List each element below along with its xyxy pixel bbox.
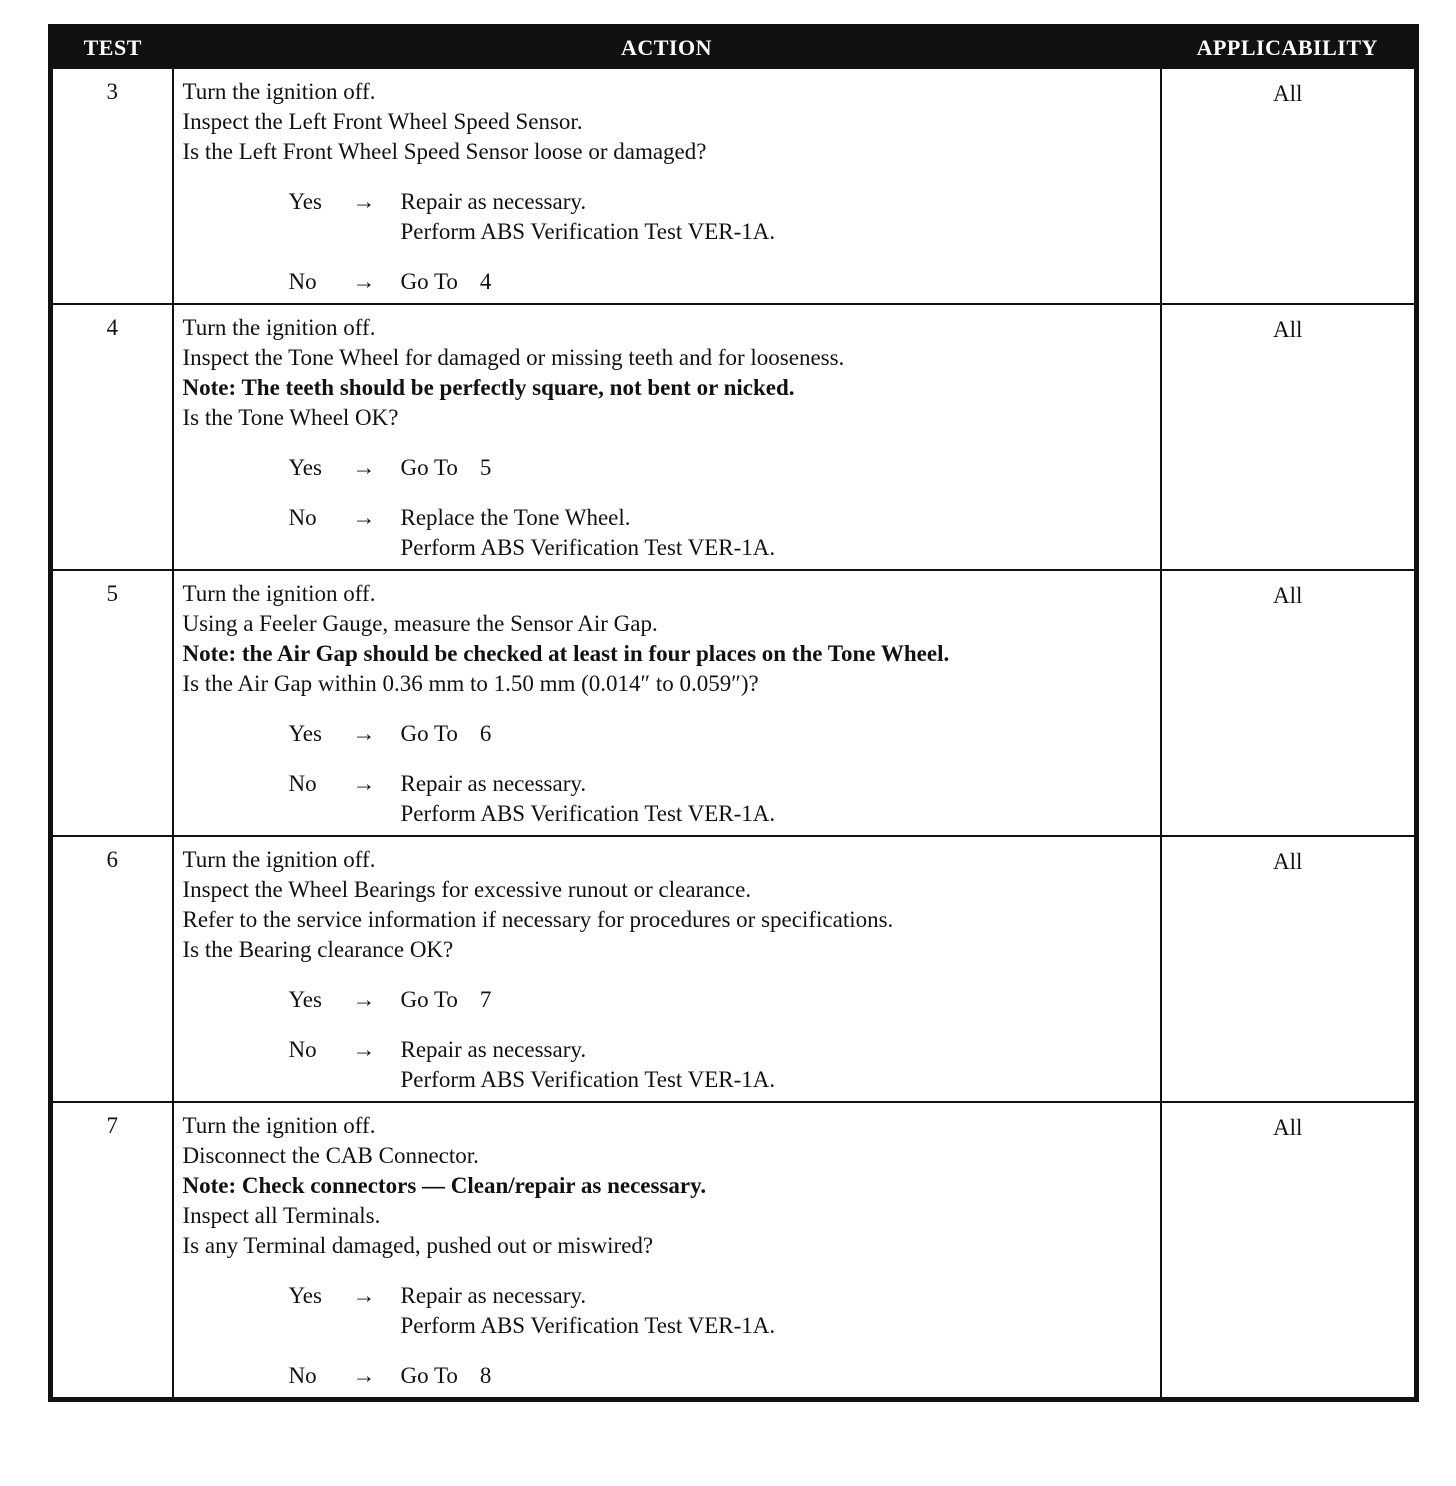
instruction-line: Refer to the service information if necessary for procedures or specifications.	[182, 907, 894, 932]
result-yes	[289, 719, 1152, 749]
arrow-icon: →	[352, 189, 376, 214]
note-line: Note: The teeth should be perfectly square, not bent or nicked.	[182, 375, 795, 400]
applicability-value: All	[1161, 304, 1417, 570]
instruction-line: Turn the ignition off.	[182, 581, 376, 606]
arrow-icon: →	[352, 721, 376, 746]
applicability-value: All	[1161, 68, 1417, 304]
note-line: Note: the Air Gap should be checked at least in four places on the Tone Wheel.	[182, 641, 950, 666]
result-no	[289, 1035, 1152, 1095]
instruction-line: Is the Tone Wheel OK?	[182, 405, 399, 430]
test-number: 7	[51, 1102, 173, 1400]
instruction-line: Inspect all Terminals.	[182, 1203, 381, 1228]
test-number: 3	[51, 68, 173, 304]
result-label: Yes	[288, 721, 322, 746]
result-actions	[401, 453, 1152, 483]
result-no	[289, 503, 1152, 563]
goto-label: Go To	[400, 1363, 458, 1388]
result-list	[183, 453, 1152, 563]
instruction-line: Inspect the Left Front Wheel Speed Sensor.	[182, 109, 583, 134]
goto-step: 4	[479, 269, 492, 294]
instruction-line: Is the Left Front Wheel Speed Sensor loose or damaged?	[182, 139, 707, 164]
instruction-line: Turn the ignition off.	[182, 79, 376, 104]
result-label: No	[288, 505, 317, 530]
result-list	[183, 719, 1152, 829]
result-label: No	[288, 1363, 317, 1388]
result-list	[183, 985, 1152, 1095]
table-row	[51, 836, 1417, 1102]
table-header	[51, 27, 1417, 69]
result-actions	[401, 985, 1152, 1015]
table-body	[51, 68, 1417, 1400]
table-row	[51, 304, 1417, 570]
header-applicability: APPLICABILITY	[1161, 27, 1417, 69]
instruction-line: Is any Terminal damaged, pushed out or miswired?	[182, 1233, 654, 1258]
instruction-line: Inspect the Wheel Bearings for excessive runout or clearance.	[182, 877, 752, 902]
result-no	[289, 769, 1152, 829]
result-yes	[289, 187, 1152, 247]
result-no	[289, 267, 1152, 297]
test-number: 4	[51, 304, 173, 570]
arrow-icon: →	[352, 1037, 376, 1062]
result-label: Yes	[288, 455, 322, 480]
instruction-line: Turn the ignition off.	[182, 315, 376, 340]
result-label: No	[288, 771, 317, 796]
result-yes	[289, 985, 1152, 1015]
result-actions	[401, 187, 1152, 247]
goto-line	[401, 721, 492, 746]
result-list	[183, 1281, 1152, 1391]
result-list	[183, 187, 1152, 297]
goto-label: Go To	[400, 269, 458, 294]
action-cell	[173, 570, 1161, 836]
goto-line	[401, 1363, 492, 1388]
goto-line	[401, 269, 492, 294]
goto-step: 8	[479, 1363, 492, 1388]
action-cell	[173, 1102, 1161, 1400]
applicability-value: All	[1161, 836, 1417, 1102]
test-number: 5	[51, 570, 173, 836]
result-actions	[401, 769, 1152, 829]
action-cell	[173, 304, 1161, 570]
table-row	[51, 1102, 1417, 1400]
arrow-icon: →	[352, 1363, 376, 1388]
result-label: No	[288, 269, 317, 294]
result-actions	[401, 267, 1152, 297]
result-action: Repair as necessary.	[400, 1037, 587, 1062]
action-cell	[173, 836, 1161, 1102]
arrow-icon: →	[352, 455, 376, 480]
goto-line	[401, 987, 492, 1012]
note-line: Note: Check connectors — Clean/repair as necessary.	[182, 1173, 707, 1198]
result-no	[289, 1361, 1152, 1391]
result-yes	[289, 453, 1152, 483]
result-action: Perform ABS Verification Test VER-1A.	[400, 1067, 776, 1092]
instruction-line: Using a Feeler Gauge, measure the Sensor Air Gap.	[182, 611, 658, 636]
applicability-value: All	[1161, 1102, 1417, 1400]
result-action: Repair as necessary.	[400, 189, 587, 214]
arrow-icon: →	[352, 771, 376, 796]
arrow-icon: →	[352, 505, 376, 530]
result-label: No	[288, 1037, 317, 1062]
table-row	[51, 68, 1417, 304]
instruction-line: Inspect the Tone Wheel for damaged or missing teeth and for looseness.	[182, 345, 845, 370]
result-action: Repair as necessary.	[400, 771, 587, 796]
result-action: Repair as necessary.	[400, 1283, 587, 1308]
instruction-line: Turn the ignition off.	[182, 847, 376, 872]
result-action: Perform ABS Verification Test VER-1A.	[400, 1313, 776, 1338]
result-actions	[401, 1361, 1152, 1391]
diagnostic-test-table	[48, 24, 1419, 1402]
result-label: Yes	[288, 189, 322, 214]
arrow-icon: →	[352, 987, 376, 1012]
instruction-line: Disconnect the CAB Connector.	[182, 1143, 479, 1168]
instruction-line: Is the Air Gap within 0.36 mm to 1.50 mm (0.014″ to 0.059″)?	[182, 671, 759, 696]
instruction-line: Turn the ignition off.	[182, 1113, 376, 1138]
goto-label: Go To	[400, 455, 458, 480]
result-action: Perform ABS Verification Test VER-1A.	[400, 535, 776, 560]
result-actions	[401, 719, 1152, 749]
result-action: Perform ABS Verification Test VER-1A.	[400, 801, 776, 826]
result-yes	[289, 1281, 1152, 1341]
header-row	[51, 27, 1417, 69]
arrow-icon: →	[352, 1283, 376, 1308]
result-actions	[401, 1281, 1152, 1341]
goto-label: Go To	[400, 721, 458, 746]
result-label: Yes	[288, 1283, 322, 1308]
header-test: TEST	[51, 27, 173, 69]
goto-step: 5	[479, 455, 492, 480]
result-label: Yes	[288, 987, 322, 1012]
goto-line	[401, 455, 492, 480]
result-actions	[401, 1035, 1152, 1095]
result-action: Perform ABS Verification Test VER-1A.	[400, 219, 776, 244]
table-row	[51, 570, 1417, 836]
goto-label: Go To	[400, 987, 458, 1012]
result-actions	[401, 503, 1152, 563]
header-action: ACTION	[173, 27, 1161, 69]
instruction-line: Is the Bearing clearance OK?	[182, 937, 454, 962]
arrow-icon: →	[352, 269, 376, 294]
goto-step: 7	[479, 987, 492, 1012]
goto-step: 6	[479, 721, 492, 746]
applicability-value: All	[1161, 570, 1417, 836]
test-number: 6	[51, 836, 173, 1102]
action-cell	[173, 68, 1161, 304]
result-action: Replace the Tone Wheel.	[400, 505, 631, 530]
